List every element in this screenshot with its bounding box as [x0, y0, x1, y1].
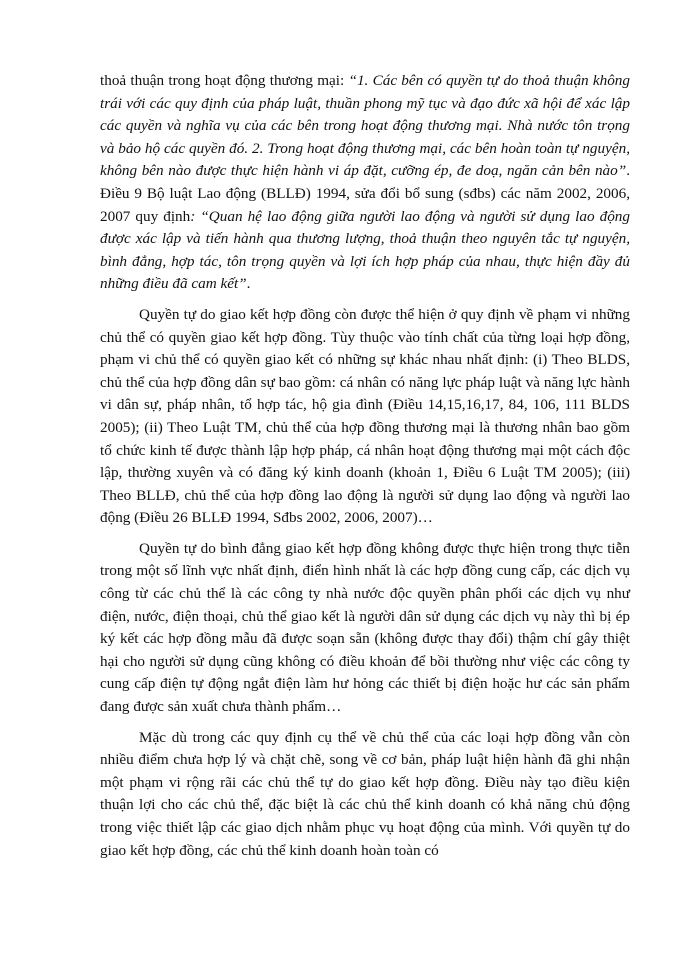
paragraph-1-end: . — [246, 275, 251, 293]
paragraph-2-text: Quyền tự do giao kết hợp đồng còn được thể hiện ở quy định về phạm vi những chủ thể có quyền giao kết hợp đồng. Tùy thuộc vào tính chất của từng loại hợp đồng, phạm vi chủ thể có quyền giao kết có những sự khác nhau nhất định: (i) Theo BLDS, chủ thể của hợp đồng dân sự bao gồm: cá nhân có năng lực pháp luật và năng lực hành vi dân sự, pháp nhân, tổ hợp tác, hộ gia đình (Điều 14,15,16,17, 84, 106, 111 BLDS 2005); (ii) Theo Luật TM, chủ thể của hợp đồng thương mại là thương nhân bao gồm tổ chức kinh tế được thành lập hợp pháp, cá nhân hoạt động thương mại một cách độc lập, thường xuyên và có đăng ký kinh doanh (khoản 1, Điều 6 Luật TM 2005); (iii) Theo BLLĐ, chủ thể của hợp đồng lao động là người sử dụng lao động và người lao động (Điều 26 BLLĐ 1994, Sđbs 2002, 2006, 2007)… — [100, 305, 630, 527]
paragraph-1 — [100, 70, 630, 296]
paragraph-1-text-2: . Điều 9 Bộ luật Lao động (BLLĐ) 1994, sửa đổi bổ sung (sđbs) các năm 2002, 2006, 2007 quy định — [100, 162, 630, 225]
paragraph-2 — [100, 304, 630, 530]
quoted-commercial-law-article: “1. Các bên có quyền tự do thoả thuận không trái với các quy định của pháp luật, thuần phong mỹ tục và đạo đức xã hội để xác lập các quyền và nghĩa vụ của các bên trong hoạt động thương mại. Nhà nước tôn trọng và bảo hộ các quyền đó. 2. Trong hoạt động thương mại, các bên hoàn toàn tự nguyện, không bên nào được thực hiện hành vi áp đặt, cưỡng ép, đe doạ, ngăn cản bên nào” — [100, 72, 630, 180]
paragraph-4 — [100, 727, 630, 863]
paragraph-4-text: Mặc dù trong các quy định cụ thể về chủ thể của các loại hợp đồng vẫn còn nhiều điểm chưa hợp lý và chặt chẽ, song về cơ bản, pháp luật hiện hành đã ghi nhận một phạm vi rộng rãi các chủ thể tự do giao kết hợp đồng. Điều này tạo điều kiện thuận lợi cho các chủ thể, đặc biệt là các chủ thể kinh doanh có khả năng chủ động trong việc thiết lập các giao dịch nhằm phục vụ hoạt động của mình. Với quyền tự do giao kết hợp đồng, các chủ thể kinh doanh hoàn toàn có — [100, 728, 630, 859]
paragraph-3-text: Quyền tự do bình đẳng giao kết hợp đồng không được thực hiện trong thực tiễn trong một số lĩnh vực nhất định, điển hình nhất là các hợp đồng cung cấp, các dịch vụ công từ các chủ thể là các công ty nhà nước độc quyền phân phối các dịch vụ như điện, nước, điện thoại, chủ thể giao kết là người dân sử dụng các dịch vụ này thì bị ép ký kết các hợp đồng mẫu đã được soạn sẵn (không được thay đổi) thậm chí gây thiệt hại cho người sử dụng cũng không có điều khoản để bồi thường như việc các công ty cung cấp điện tự động ngắt điện làm hư hỏng các thiết bị điện hoặc hư các sản phẩm đang được sản xuất chưa thành phẩm… — [100, 539, 630, 716]
quoted-labour-code-article: : “Quan hệ lao động giữa người lao động và người sử dụng lao động được xác lập và tiến hành qua thương lượng, thoả thuận theo nguyên tắc tự nguyện, bình đẳng, hợp tác, tôn trọng quyền và lợi ích hợp pháp của nhau, thực hiện đầy đủ những điều đã cam kết” — [100, 207, 630, 293]
document-page — [100, 70, 630, 870]
paragraph-3 — [100, 538, 630, 719]
paragraph-1-text: thoả thuận trong hoạt động thương mại: — [100, 72, 349, 89]
